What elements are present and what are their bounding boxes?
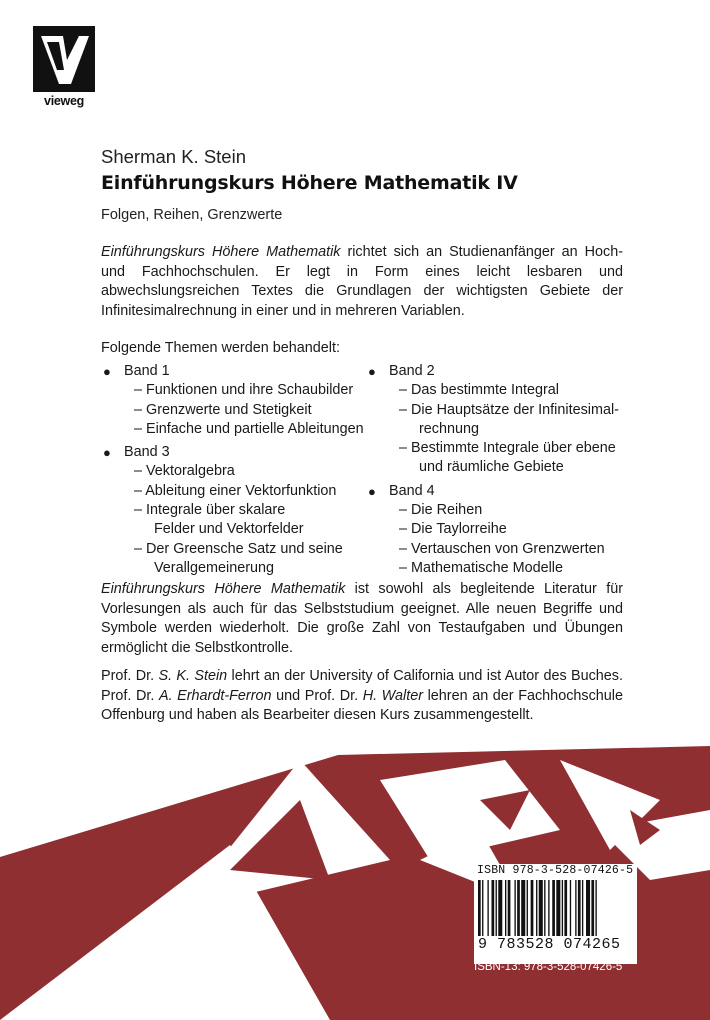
band-label: Band 4 (389, 482, 435, 499)
band-label: Band 3 (124, 444, 170, 461)
list-item: – Die Hauptsätze der Infinitesimal- (399, 401, 619, 418)
list-item: – Das bestimmte Integral (399, 382, 559, 399)
list-item: – Grenzwerte und Stetigkeit (134, 401, 312, 418)
list-item: – Funktionen und ihre Schaubilder (134, 382, 354, 399)
barcode-bar (517, 880, 520, 936)
list-item-continued: und räumliche Gebiete (419, 459, 564, 476)
bio-name: H. Walter (362, 687, 424, 704)
barcode-bar (508, 880, 511, 936)
bio-text: lehrt an der University of California und ist Autor des Buches. Prof. Dr. (101, 668, 623, 704)
list-item-continued: Verallgemeinerung (154, 559, 275, 576)
band-label: Band 1 (124, 363, 170, 379)
bio-name: S. K. Stein (158, 668, 228, 684)
barcode-bar (544, 880, 545, 936)
barcode-bar (521, 880, 525, 936)
barcode-bar (539, 880, 543, 936)
intro-text: richtet sich an Studienanfänger an Hoch- und Fachhochschulen. Er legt in Form eines leicht lesbaren und abwechslungsreichen Textes die Grundlagen der wichtigsten Gebiete der Infinitesimalrechnung in einer und in mehreren Variablen. (101, 244, 624, 319)
list-item: – Die Reihen (399, 502, 483, 519)
list-item: – Der Greensche Satz und seine (134, 540, 343, 557)
intro-emphasis: Einführungskurs Höhere Mathematik (101, 244, 341, 260)
barcode-bar (505, 880, 506, 936)
barcode-bar (482, 880, 483, 936)
barcode-bar (578, 880, 581, 936)
barcode-icon (478, 880, 634, 936)
barcode-bar (595, 880, 596, 936)
bullet-icon: ● (368, 483, 376, 499)
book-title: Einführungskurs Höhere Mathematik IV (101, 172, 518, 194)
barcode-bar (536, 880, 537, 936)
barcode-bar (496, 880, 497, 936)
barcode-bar (492, 880, 495, 936)
bullet-icon: ● (103, 445, 111, 461)
barcode-bar (478, 880, 481, 936)
usage-text: ist sowohl als begleitende Literatur für Vorlesungen als auch für das Selbststudium geeignet. Alle neuen Begriffe und Symbole werden wiederholt. Die große Zahl von Testaufgaben und Übungen ermöglicht die Selbstkontrolle. (101, 581, 624, 656)
isbn-label: ISBN 978-3-528-07426-5 (477, 864, 634, 877)
barcode-bar (487, 880, 488, 936)
usage-emphasis: Einführungskurs Höhere Mathematik (101, 581, 346, 597)
topics-heading: Folgende Themen werden behandelt: (101, 340, 340, 356)
barcode-bar (562, 880, 563, 936)
barcode-bar (586, 880, 590, 936)
list-item: – Vertauschen von Grenzwerten (399, 540, 605, 557)
list-item: – Bestimmte Integrale über ebene (399, 440, 616, 457)
barcode-bar (527, 880, 528, 936)
barcode-bar (591, 880, 594, 936)
book-author: Sherman K. Stein (101, 146, 246, 167)
barcode-bar (570, 880, 571, 936)
barcode-bar (575, 880, 576, 936)
bullet-icon: ● (368, 364, 376, 379)
list-item: – Mathematische Modelle (399, 559, 563, 576)
list-item-continued: rechnung (419, 420, 480, 437)
list-item: – Ableitung einer Vektorfunktion (134, 482, 337, 499)
bio-text: und Prof. Dr. (271, 687, 363, 704)
list-item-continued: Felder und Vektorfelder (154, 521, 304, 538)
isbn13-label: ISBN-13: 978-3-528-07426-5 (474, 961, 623, 973)
publisher-name: vieweg (44, 94, 84, 108)
list-item: – Integrale über skalare (134, 502, 286, 519)
bio-name: A. Erhardt-Ferron (158, 687, 272, 704)
barcode-bar (582, 880, 583, 936)
list-item: – Die Taylorreihe (399, 521, 507, 538)
barcode-digits: 9 783528 074265 (478, 936, 621, 953)
barcode-bar (531, 880, 534, 936)
list-item: – Vektoralgebra (134, 463, 235, 480)
bio-text: lehren an der Fachhochschule Offenburg und haben als Bearbeiter diesen Kurs zusammengestellt. (101, 687, 623, 724)
bio-text: Prof. Dr. (101, 668, 159, 684)
barcode-bar (514, 880, 515, 936)
bullet-icon: ● (103, 364, 111, 379)
barcode-bar (564, 880, 567, 936)
barcode-bar (556, 880, 560, 936)
band-label: Band 2 (389, 363, 435, 379)
barcode-bar (552, 880, 555, 936)
list-item: – Einfache und partielle Ableitungen (134, 420, 364, 437)
book-subtitle: Folgen, Reihen, Grenzwerte (101, 207, 283, 223)
barcode-bar (498, 880, 502, 936)
barcode-bar (548, 880, 549, 936)
